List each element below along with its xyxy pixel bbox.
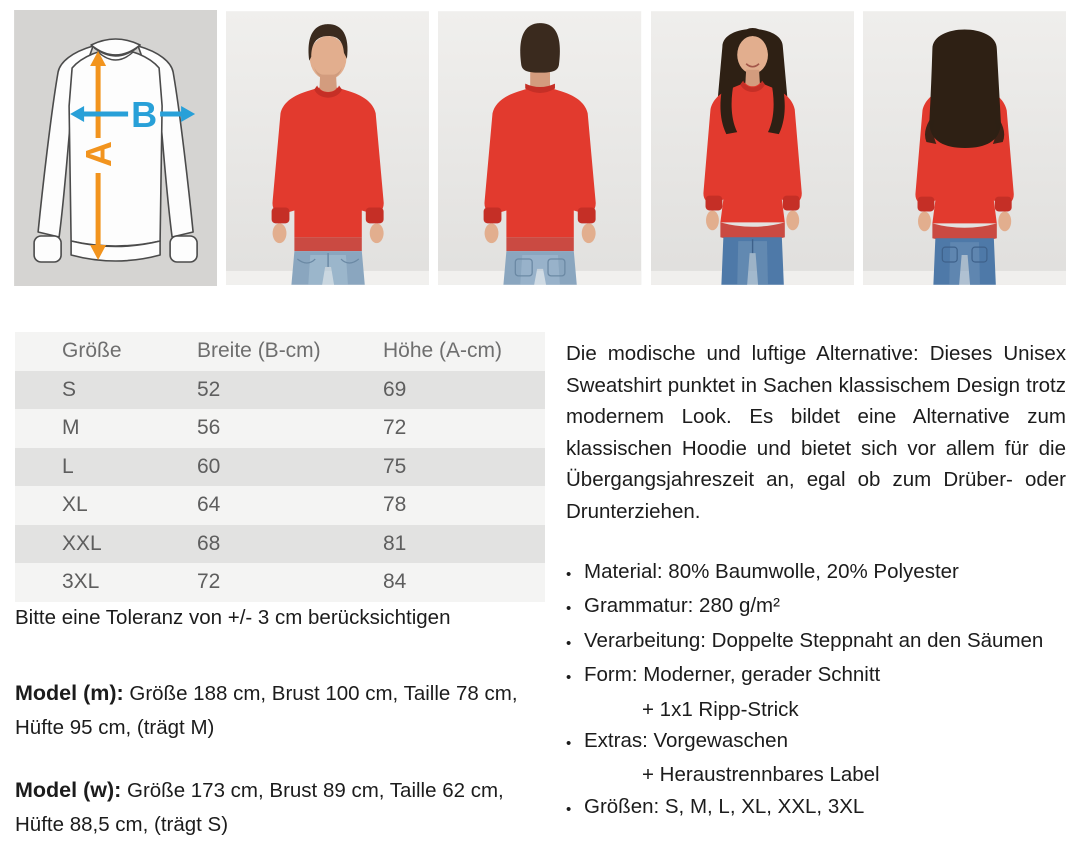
spec-item-grammatur [566, 590, 1072, 624]
product-specs-list [566, 556, 1072, 825]
product-description: Die modische und luftige Alternative: Dieses Unisex Sweatshirt punktet in Sachen klassischem Design trotz modernem Look. Es bildet eine Alternative zum klassischen Hoodie und bietet sich vor allem für die Übergangsjahreszeit an, egal ob zum Drüber- oder Drunterziehen. [566, 342, 1066, 523]
cell-breite: 56 [197, 416, 221, 440]
woman-front-photo [651, 10, 854, 286]
bullet-icon: • [566, 566, 572, 583]
cell-breite: 52 [197, 377, 221, 401]
spec-text: Extras: Vorgewaschen [584, 729, 788, 753]
table-row [15, 525, 545, 564]
product-image-gallery [14, 10, 1066, 286]
photo-man-front [226, 10, 429, 286]
table-row [15, 409, 545, 448]
cell-hoehe: 69 [383, 377, 407, 401]
col-header-breite: Breite (B-cm) [197, 339, 321, 363]
size-diagram-panel [14, 10, 217, 286]
model-w-label: Model (w): [15, 778, 122, 802]
measure-label-a: A [78, 141, 120, 167]
size-table-header-row [15, 332, 545, 371]
cell-size: XXL [62, 531, 102, 555]
photo-man-back [438, 10, 641, 286]
spec-text: Grammatur: 280 g/m² [584, 594, 780, 618]
spec-item-extras [566, 725, 1072, 759]
cell-hoehe: 78 [383, 493, 407, 517]
man-back-photo [438, 10, 641, 286]
spec-text: + 1x1 Ripp-Strick [642, 697, 799, 721]
cell-size: L [62, 454, 74, 478]
spec-item-groessen [566, 791, 1072, 825]
cell-breite: 60 [197, 454, 221, 478]
spec-text: Größen: S, M, L, XL, XXL, 3XL [584, 794, 865, 818]
spec-item-verarbeitung [566, 625, 1072, 659]
photo-woman-back [863, 10, 1066, 286]
spec-text: + Heraustrennbares Label [642, 763, 880, 787]
bullet-icon: • [566, 600, 572, 618]
model-m-info [15, 676, 553, 745]
spec-text: Verarbeitung: Doppelte Steppnaht an den Säumen [584, 628, 1044, 652]
cell-size: XL [62, 493, 88, 517]
spec-text: Form: Moderner, gerader Schnitt [584, 663, 881, 687]
cell-hoehe: 84 [383, 570, 407, 594]
spec-item-form [566, 659, 1072, 693]
photo-woman-front [651, 10, 854, 286]
model-w-text: Größe 173 cm, Brust 89 cm, Taille 62 cm, Hüfte 88,5 cm, (trägt S) [15, 779, 504, 836]
spec-item-extras-continued [642, 759, 1072, 790]
cell-breite: 72 [197, 570, 221, 594]
model-m-label: Model (m): [15, 681, 124, 705]
table-row [15, 563, 545, 602]
measure-label-b: B [131, 94, 158, 135]
man-front-photo [226, 10, 429, 286]
bullet-icon: • [566, 634, 572, 652]
sweatshirt-measure-diagram [14, 10, 217, 286]
spec-text: Material: 80% Baumwolle, 20% Polyester [584, 560, 959, 583]
cell-size: 3XL [62, 570, 100, 594]
model-m-text: Größe 188 cm, Brust 100 cm, Taille 78 cm, Hüfte 95 cm, (trägt M) [15, 682, 518, 739]
col-header-hoehe: Höhe (A-cm) [383, 339, 503, 363]
cell-hoehe: 75 [383, 454, 407, 478]
cell-size: S [62, 377, 77, 401]
bullet-icon: • [566, 735, 572, 753]
model-w-info [15, 773, 553, 842]
tolerance-note: Bitte eine Toleranz von +/- 3 cm berücksichtigen [15, 606, 451, 629]
cell-size: M [62, 416, 80, 440]
table-row [15, 486, 545, 525]
woman-back-photo [863, 10, 1066, 286]
spec-item-material [566, 556, 1072, 590]
col-header-groesse: Größe [62, 339, 122, 363]
size-table [15, 332, 545, 602]
cell-breite: 68 [197, 531, 221, 555]
cell-breite: 64 [197, 493, 221, 517]
cell-hoehe: 72 [383, 416, 407, 440]
spec-item-form-continued [642, 694, 1072, 725]
table-row [15, 448, 545, 487]
table-row [15, 371, 545, 410]
bullet-icon: • [566, 669, 572, 687]
bullet-icon: • [566, 800, 572, 818]
cell-hoehe: 81 [383, 531, 407, 555]
